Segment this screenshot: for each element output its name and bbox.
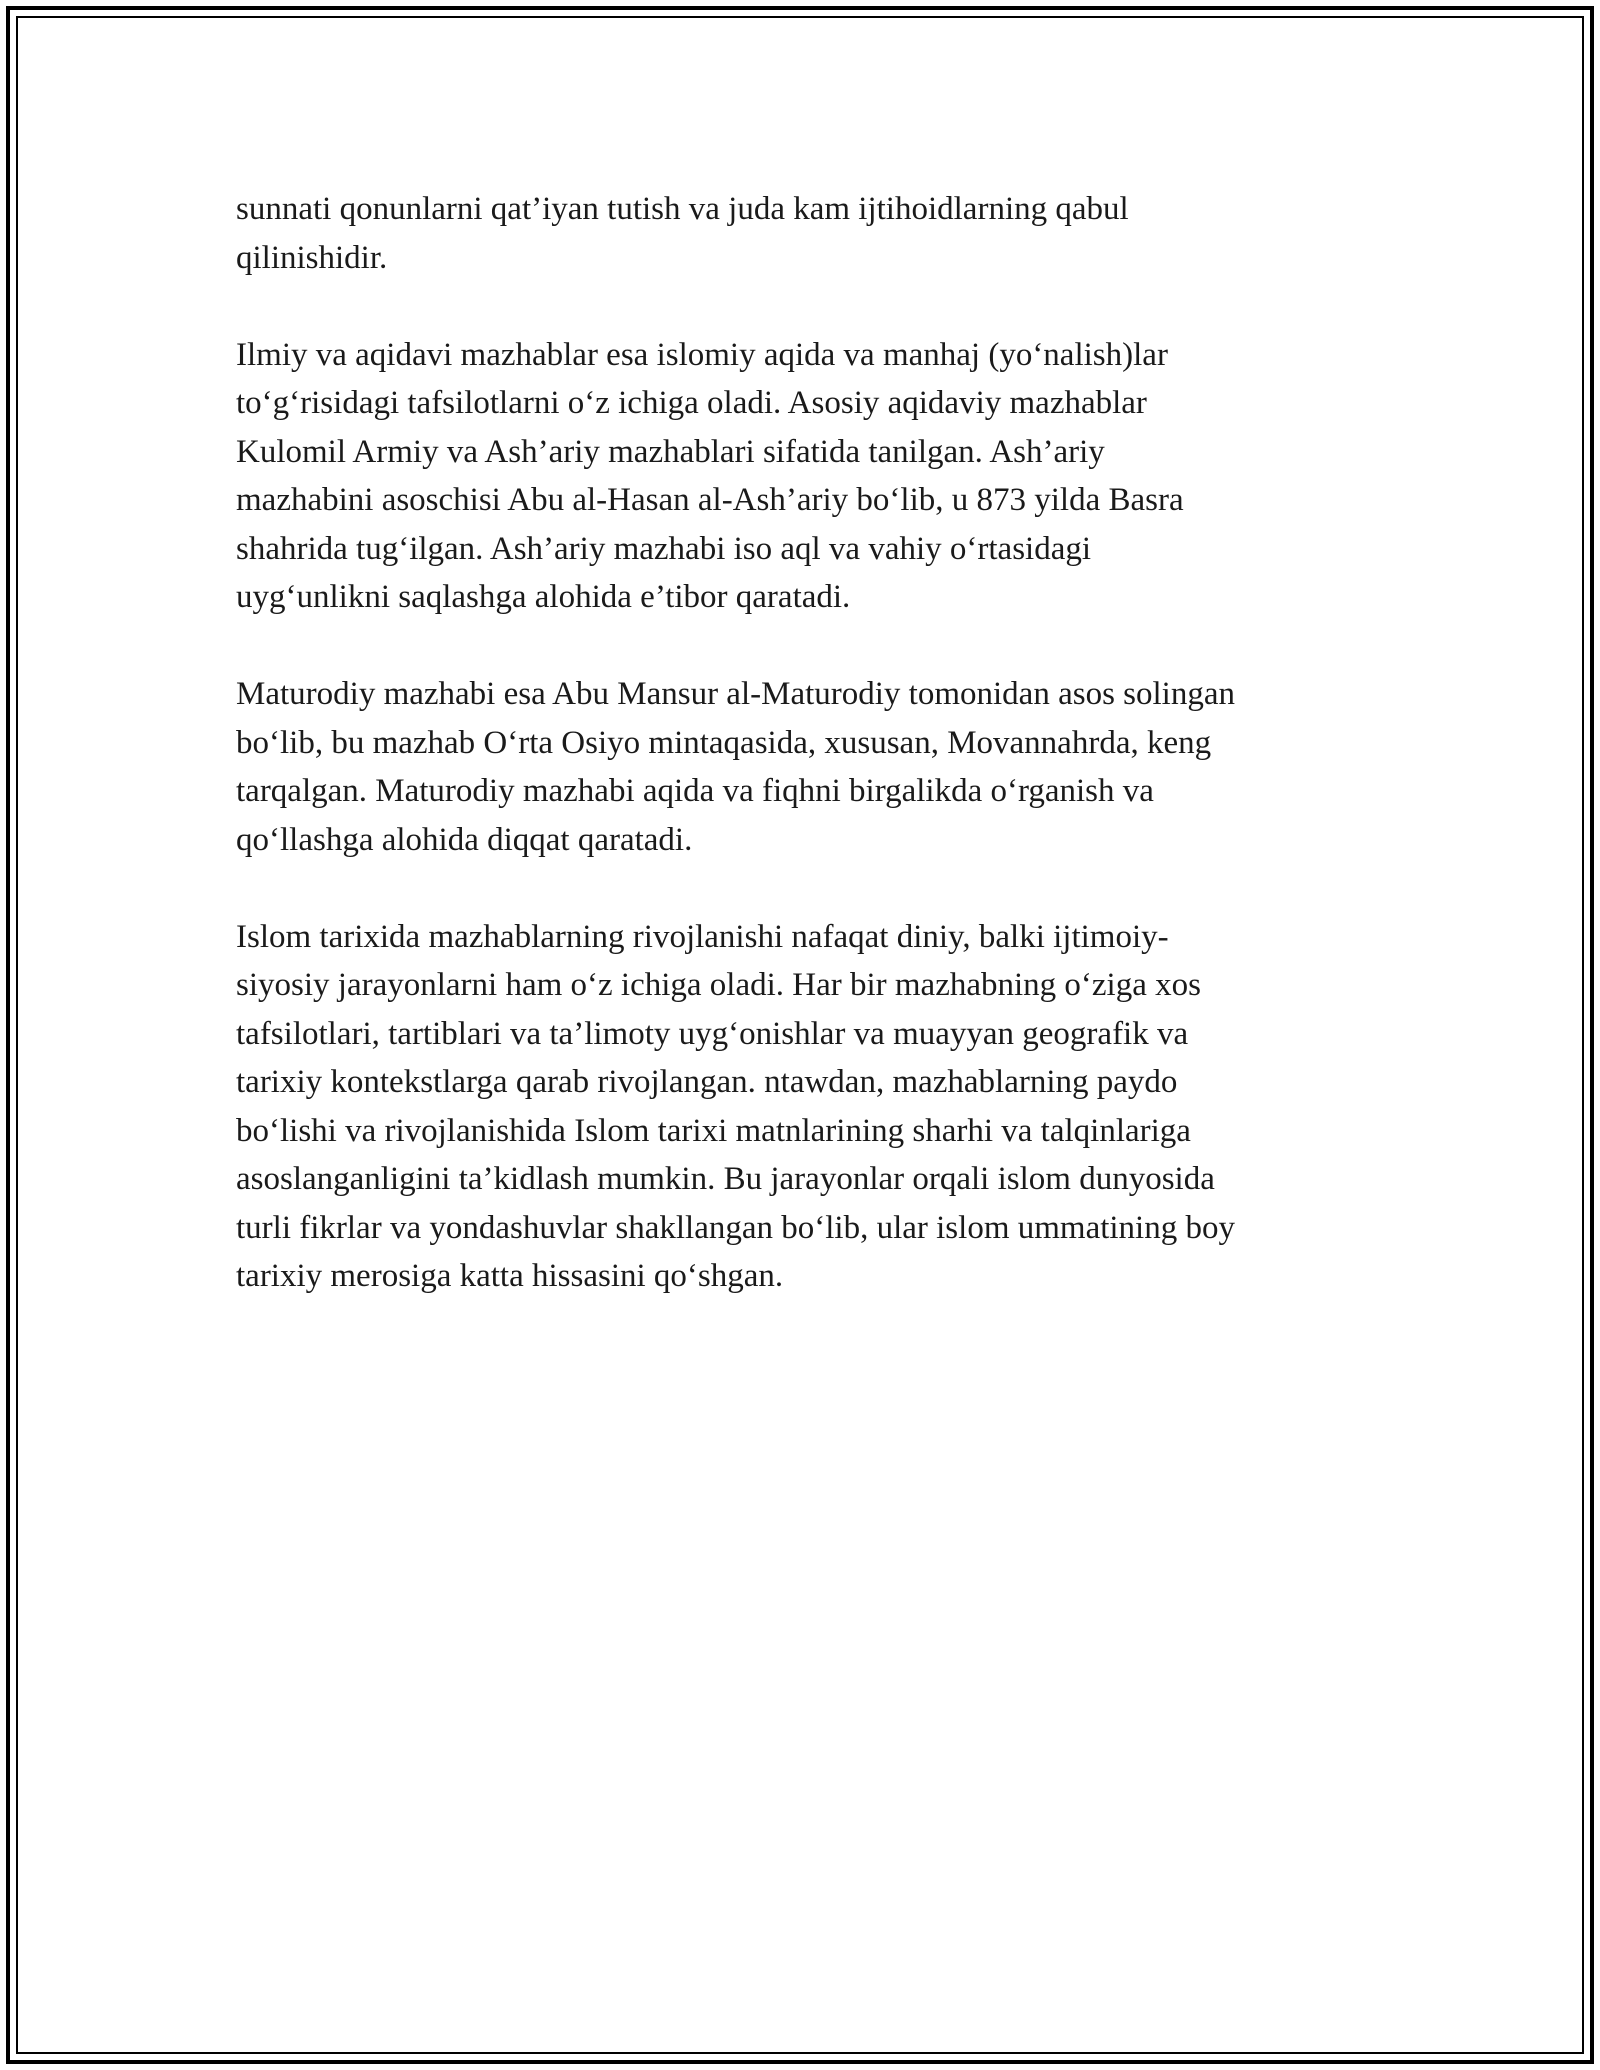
document-body (236, 185, 1366, 1349)
text-line: tarqalgan. Maturodiy mazhabi aqida va fiqhni birgalikda o‘rganish va (236, 773, 1154, 809)
text-line: siyosiy jarayonlarni ham o‘z ichiga oladi. Har bir mazhabning o‘ziga xos (236, 967, 1201, 1003)
text-line: to‘g‘risidagi tafsilotlarni o‘z ichiga oladi. Asosiy aqidaviy mazhablar (236, 385, 1147, 421)
text-line: bo‘lib, bu mazhab O‘rta Osiyo mintaqasida, xususan, Movannahrda, keng (236, 724, 1212, 761)
text-line: tarixiy merosiga katta hissasini qo‘shgan. (236, 1258, 784, 1294)
text-line: Islom tarixida mazhablarning rivojlanishi nafaqat diniy, balki ijtimoiy- (236, 918, 1169, 955)
text-line: mazhabini asoschisi Abu al-Hasan al-Ash’ariy bo‘lib, u 873 yilda Basra (236, 482, 1184, 518)
text-line: sunnati qonunlarni qat’iyan tutish va juda kam ijtihoidlarning qabul (236, 191, 1129, 227)
text-line: tarixiy kontekstlarga qarab rivojlangan. ntawdan, mazhablarning paydo (236, 1064, 1178, 1100)
text-line: Kulomil Armiy va Ash’ariy mazhablari sifatida tanilgan. Ash’ariy (236, 433, 1105, 470)
text-line: shahrida tug‘ilgan. Ash’ariy mazhabi iso aql va vahiy o‘rtasidagi (236, 530, 1092, 567)
text-line: Ilmiy va aqidavi mazhablar esa islomiy aqida va manhaj (yo‘nalish)lar (236, 336, 1168, 373)
text-line: qo‘llashga alohida diqqat qaratadi. (236, 821, 693, 858)
text-line: uyg‘unlikni saqlashga alohida e’tibor qaratadi. (236, 579, 851, 615)
text-line: qilinishidir. (236, 239, 388, 276)
paragraph-4 (236, 913, 1366, 1301)
text-line: turli fikrlar va yondashuvlar shakllangan bo‘lib, ular islom ummatining boy (236, 1209, 1235, 1246)
text-line: bo‘lishi va rivojlanishida Islom tarixi matnlarining sharhi va talqinlariga (236, 1112, 1191, 1149)
paragraph-3 (236, 670, 1366, 864)
paragraph-1 (236, 185, 1366, 282)
text-line: Maturodiy mazhabi esa Abu Mansur al-Maturodiy tomonidan asos solingan (236, 676, 1235, 712)
text-line: tafsilotlari, tartiblari va ta’limoty uyg‘onishlar va muayyan geografik va (236, 1015, 1189, 1052)
text-line: asoslanganligini ta’kidlash mumkin. Bu jarayonlar orqali islom dunyosida (236, 1161, 1215, 1197)
paragraph-2 (236, 331, 1366, 622)
